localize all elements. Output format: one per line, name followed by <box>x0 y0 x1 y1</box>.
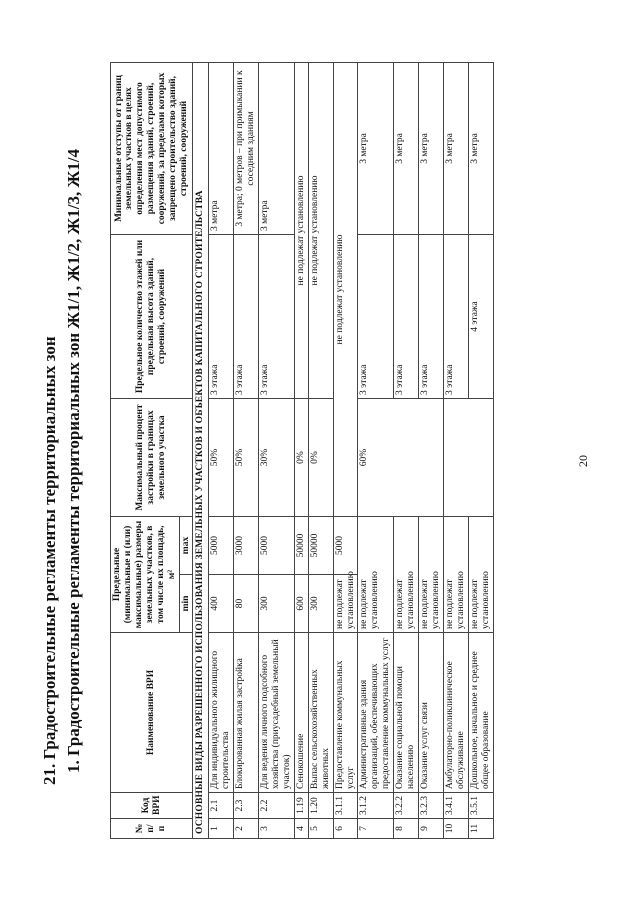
row-max: 5000 <box>259 517 295 575</box>
section-row <box>193 63 209 839</box>
row-code: 1.20 <box>308 793 333 819</box>
row-num: 7 <box>358 819 394 839</box>
row-floors: 3 этажа <box>209 235 234 399</box>
page-number: 20 <box>576 455 590 467</box>
row-code: 3.5.1 <box>468 793 493 819</box>
row-name: Для индивидуального жилищного строительства <box>209 633 234 793</box>
row-max: 50000 <box>294 517 308 575</box>
row-name: Оказание социальной помощи населению <box>394 633 419 793</box>
document-title: 21. Градостроительные регламенты территориальных зон <box>40 336 59 785</box>
row-percent: 30% <box>259 399 295 517</box>
row-max: 5000 <box>333 517 358 575</box>
row-code: 2.1 <box>209 793 234 819</box>
row-percent: 0% <box>308 399 333 517</box>
row-name: Дошкольное, начальное и среднее общее образование <box>468 633 493 793</box>
row-code: 2.2 <box>259 793 295 819</box>
row-name: Выпас сельскохозяйственных животных <box>308 633 333 793</box>
row-min: не подлежат установлению <box>333 575 358 633</box>
row-name: Административные здания организаций, обеспечивающих предоставление коммунальных услуг <box>358 633 394 793</box>
row-floors: 4 этажа <box>468 235 493 399</box>
row-setback: 3 метра <box>209 63 234 235</box>
row-code: 3.1.1 <box>333 793 358 819</box>
row-num: 11 <box>468 819 493 839</box>
row-num: 9 <box>419 819 444 839</box>
header-name: Наименование ВРИ <box>111 633 193 793</box>
row-name: Амбулаторно-поликлиническое обслуживание <box>443 633 468 793</box>
row-max: 50000 <box>308 517 333 575</box>
row-code: 1.19 <box>294 793 308 819</box>
row-max: 3000 <box>234 517 259 575</box>
row-num: 3 <box>259 819 295 839</box>
header-min: min <box>179 575 193 633</box>
row-num: 1 <box>209 819 234 839</box>
row-num: 8 <box>394 819 419 839</box>
row-minmax: не подлежат установлению <box>394 517 419 633</box>
row-merged-value: не подлежат установлению <box>308 63 333 399</box>
row-name: Блокированная жилая застройка <box>234 633 259 793</box>
row-floors: 3 этажа <box>259 235 295 399</box>
row-name: Сенокошение <box>294 633 308 793</box>
row-max: 5000 <box>209 517 234 575</box>
row-minmax: не подлежат установлению <box>358 517 394 633</box>
row-setback: 3 метра <box>443 63 468 235</box>
row-setback: 3 метра <box>394 63 419 235</box>
row-name: Для ведения личного подсобного хозяйства (приусадебный земельный участок) <box>259 633 295 793</box>
row-setback: 3 метра <box>468 63 493 235</box>
row-num: 2 <box>234 819 259 839</box>
document-subtitle: 1. Градостроительные регламенты территориальных зон Ж1/1, Ж1/2, Ж1/3, Ж1/4 <box>64 148 83 773</box>
row-min: 300 <box>308 575 333 633</box>
row-name: Оказание услуг связи <box>419 633 444 793</box>
header-num: № п/п <box>111 819 193 839</box>
row-percent-empty <box>443 399 493 517</box>
header-percent: Максимальный процент застройки в границах земельного участка <box>111 399 193 517</box>
row-min: 80 <box>234 575 259 633</box>
row-merged-value: не подлежат установлению <box>333 63 358 517</box>
row-floors: 3 этажа <box>358 235 394 399</box>
row-setback: 3 метра <box>419 63 444 235</box>
row-merged-value: не подлежат установлению <box>294 63 308 399</box>
row-minmax: не подлежат установлению <box>468 517 493 633</box>
row-code: 3.1.2 <box>358 793 394 819</box>
header-code: Код ВРИ <box>111 793 193 819</box>
row-name: Предоставление коммунальных услуг <box>333 633 358 793</box>
row-minmax: не подлежат установлению <box>443 517 468 633</box>
table-row <box>234 63 259 839</box>
row-floors: 3 этажа <box>234 235 259 399</box>
row-min: 300 <box>259 575 295 633</box>
row-floors: 3 этажа <box>419 235 444 399</box>
regulations-table <box>110 62 494 839</box>
row-setback: 3 метра <box>358 63 394 235</box>
row-floors: 3 этажа <box>443 235 468 399</box>
row-floors: 3 этажа <box>394 235 419 399</box>
row-setback: 3 метра <box>259 63 295 235</box>
table-row <box>259 63 295 839</box>
table-row <box>333 63 358 839</box>
table-row <box>294 63 308 839</box>
table-row <box>358 63 394 839</box>
row-code: 2.3 <box>234 793 259 819</box>
row-code: 3.4.1 <box>443 793 468 819</box>
table-header-row <box>111 63 180 839</box>
header-max: max <box>179 517 193 575</box>
row-percent: 50% <box>209 399 234 517</box>
row-min: 400 <box>209 575 234 633</box>
row-percent: 50% <box>234 399 259 517</box>
row-code: 3.2.2 <box>394 793 419 819</box>
table-row <box>209 63 234 839</box>
section-title: ОСНОВНЫЕ ВИДЫ РАЗРЕШЕННОГО ИСПОЛЬЗОВАНИЯ ЗЕМЕЛЬНЫХ УЧАСТКОВ И ОБЪЕКТОВ КАПИТАЛЬНОГО СТРОИТЕЛЬСТВА <box>193 63 209 839</box>
header-sizes: Предельные (минимальные и (или) максимальные) размеры земельных участков, в том числе их площадь, м² <box>111 517 180 633</box>
table-row <box>443 63 468 839</box>
row-num: 5 <box>308 819 333 839</box>
row-percent: 60% <box>358 399 443 517</box>
row-code: 3.2.3 <box>419 793 444 819</box>
table-row <box>308 63 333 839</box>
row-num: 6 <box>333 819 358 839</box>
row-num: 4 <box>294 819 308 839</box>
row-num: 10 <box>443 819 468 839</box>
row-min: 600 <box>294 575 308 633</box>
row-minmax: не подлежат установлению <box>419 517 444 633</box>
row-setback: 3 метра; 0 метров – при примыкании к соседним зданиям <box>234 63 259 235</box>
header-setbacks: Минимальные отступы от границ земельных участков в целях определения мест допустимого размещения зданий, строений, сооружений, за пределами которых запрещено строительство зданий, строений, сооружений <box>111 63 193 235</box>
row-percent: 0% <box>294 399 308 517</box>
header-floors: Предельное количество этажей или предельная высота зданий, строений, сооружений <box>111 235 193 399</box>
